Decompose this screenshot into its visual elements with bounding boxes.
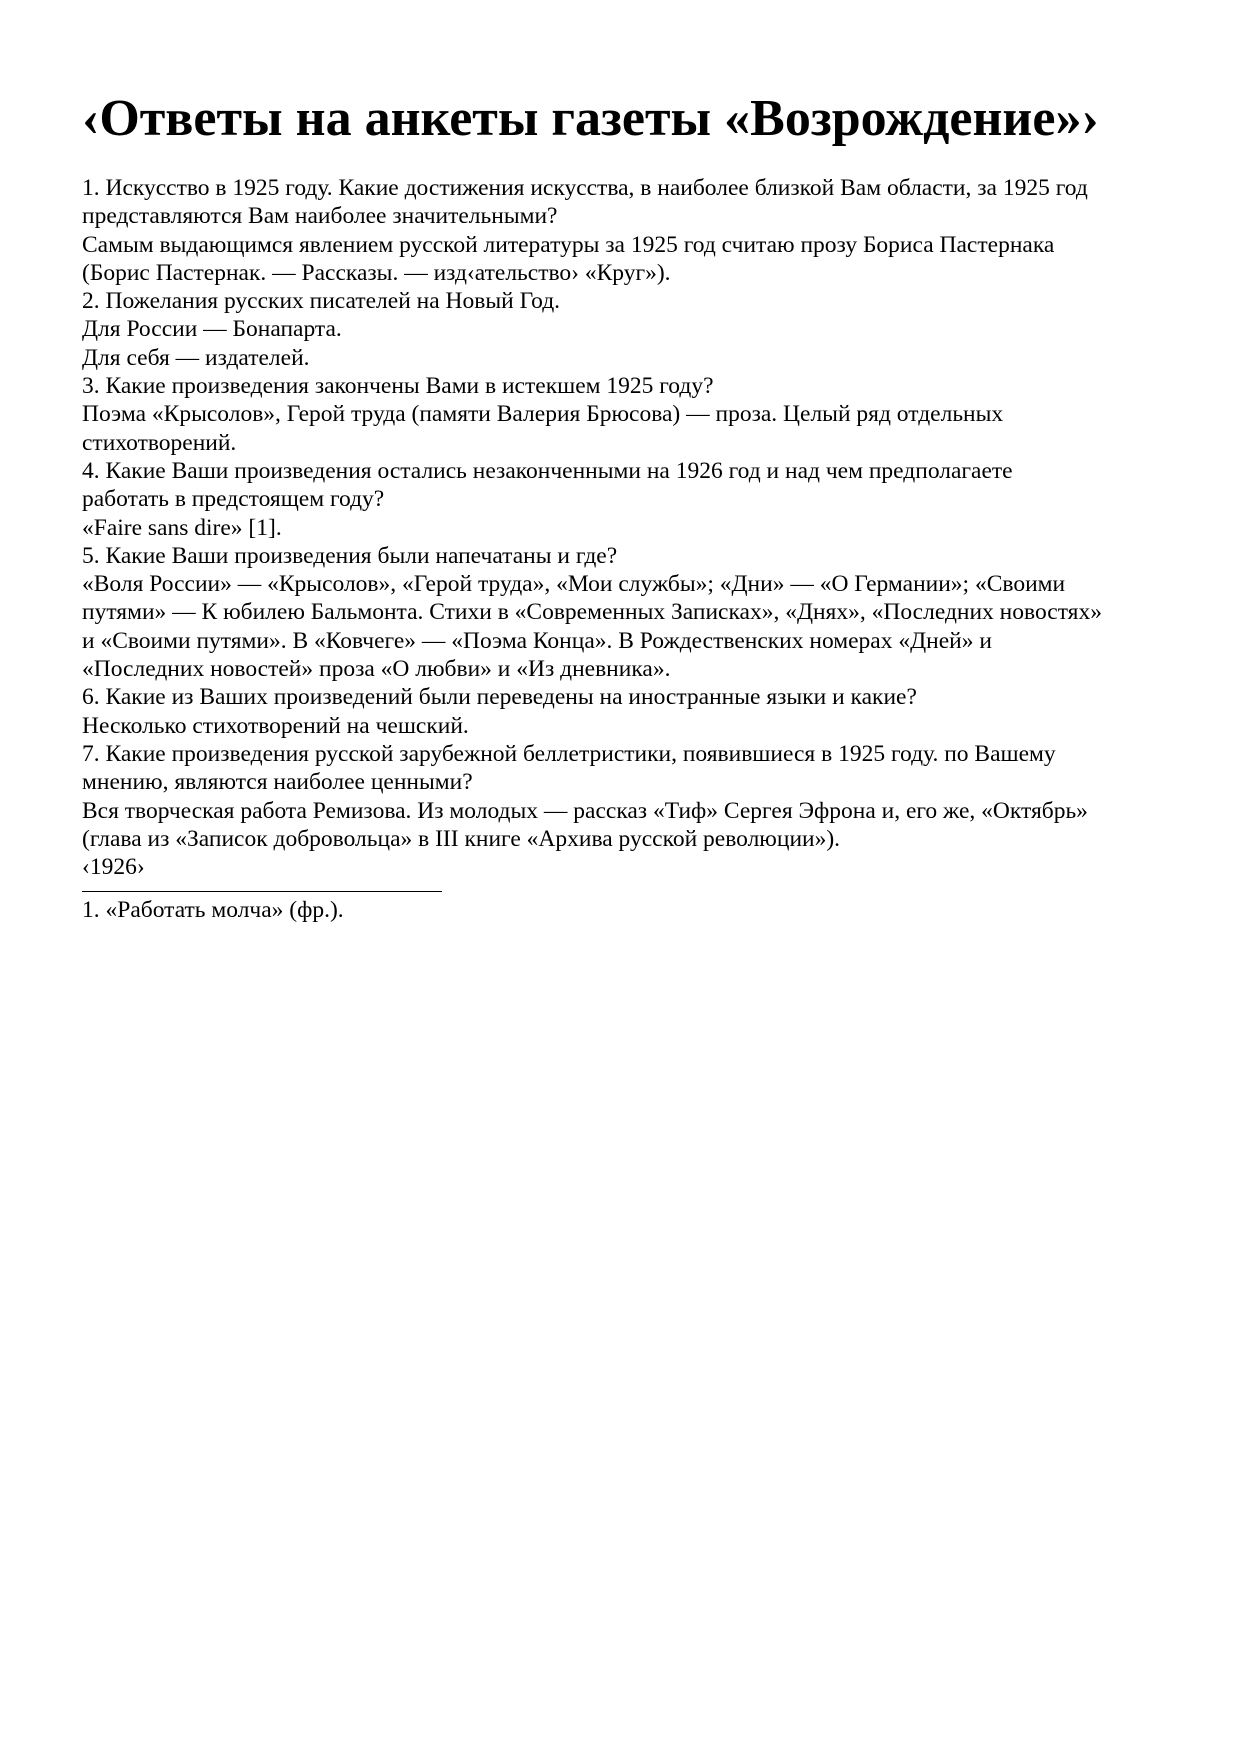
body-line: Для себя — издателей. — [82, 344, 310, 371]
body-line: (глава из «Записок добровольца» в III книге «Архива русской революции»). — [82, 825, 841, 852]
body-line: 4. Какие Ваши произведения остались незаконченными на 1926 год и над чем предполагаете — [82, 457, 1013, 484]
body-line: Самым выдающимся явлением русской литературы за 1925 год считаю прозу Бориса Пастернака — [82, 231, 1055, 258]
body-line: «Faire sans dire» [1]. — [82, 514, 282, 541]
body-line: и «Своими путями». В «Ковчеге» — «Поэма Конца». В Рождественских номерах «Дней» и — [82, 627, 992, 654]
document-page — [82, 88, 1172, 925]
body-line: представляются Вам наиболее значительными? — [82, 203, 558, 230]
date-line: ‹1926› — [82, 854, 145, 881]
body-line: «Воля России» — «Крысолов», «Герой труда», «Мои службы»; «Дни» — «О Германии»; «Своими — [82, 571, 1066, 598]
body-line: Несколько стихотворений на чешский. — [82, 712, 469, 739]
body-line: 7. Какие произведения русской зарубежной беллетристики, появившиеся в 1925 году. по Вашему — [82, 740, 1056, 767]
body-line: 3. Какие произведения закончены Вами в истекшем 1925 году? — [82, 373, 714, 400]
body-line: Для России — Бонапарта. — [82, 316, 342, 343]
body-line: «Последних новостей» проза «О любви» и «Из дневника». — [82, 656, 671, 683]
document-title: ‹Ответы на анкеты газеты «Возрождение»› — [82, 90, 1099, 147]
body-line: (Борис Пастернак. — Рассказы. — изд‹ательство› «Круг»). — [82, 259, 671, 286]
body-line: 5. Какие Ваши произведения были напечатаны и где? — [82, 542, 618, 569]
body-line: путями» — К юбилею Бальмонта. Стихи в «Современных Записках», «Днях», «Последних новостях» — [82, 599, 1102, 626]
body-line: мнению, являются наиболее ценными? — [82, 769, 473, 796]
body-line: 1. Искусство в 1925 году. Какие достижения искусства, в наиболее близкой Вам области, за 1925 год — [82, 175, 1088, 201]
footnote-divider — [82, 891, 442, 892]
document-body — [82, 174, 1172, 881]
body-line: Поэма «Крысолов», Герой труда (памяти Валерия Брюсова) — проза. Целый ряд отдельных — [82, 401, 1004, 428]
body-line: Вся творческая работа Ремизова. Из молодых — рассказ «Тиф» Сергея Эфрона и, его же, «Октябрь» — [82, 797, 1088, 824]
footnote: 1. «Работать молча» (фр.). — [82, 897, 344, 924]
body-line: работать в предстоящем году? — [82, 486, 385, 513]
body-line: 2. Пожелания русских писателей на Новый Год. — [82, 288, 561, 315]
body-line: стихотворений. — [82, 429, 237, 456]
body-line: 6. Какие из Ваших произведений были переведены на иностранные языки и какие? — [82, 684, 917, 711]
